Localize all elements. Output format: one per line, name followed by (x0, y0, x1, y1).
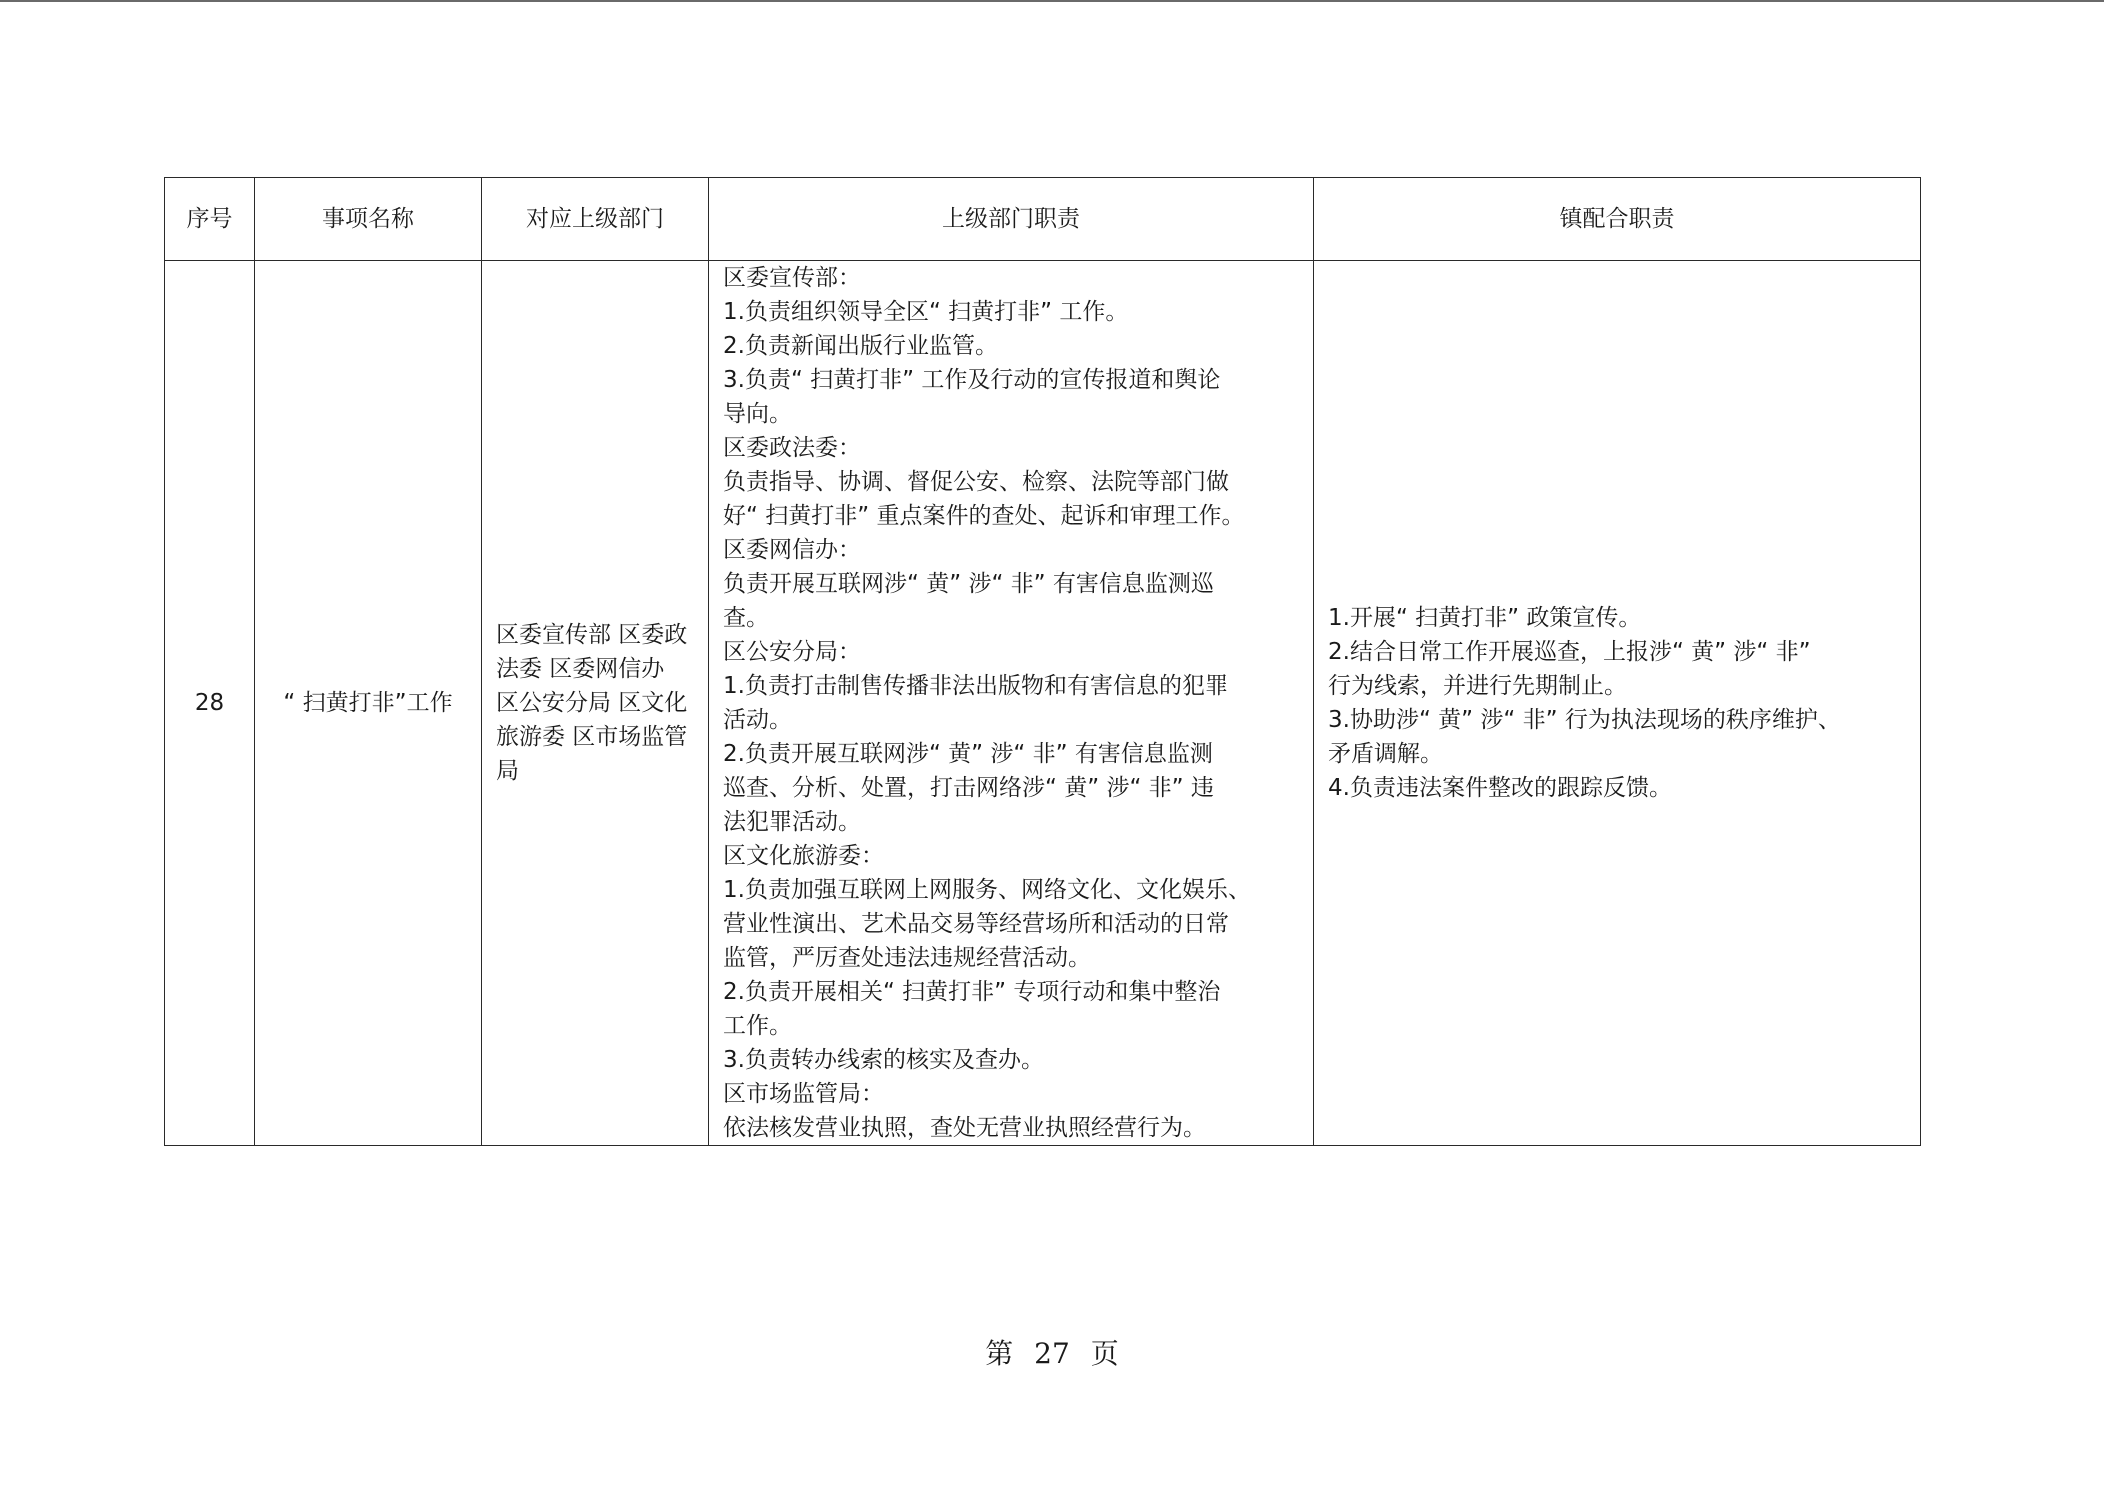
page-footer (0, 1332, 2104, 1372)
upper-duty-line: 查。 (723, 605, 769, 631)
upper-duty-line: 好“ 扫黄打非” 重点案件的查处、起诉和审理工作。 (723, 503, 1245, 529)
upper-duty-line: 负责指导、协调、督促公安、检察、法院等部门做 (723, 469, 1229, 495)
table-row (165, 261, 1921, 1146)
header-item-name: 事项名称 (255, 178, 482, 261)
upper-duty-line: 依法核发营业执照，查处无营业执照经营行为。 (723, 1115, 1206, 1141)
town-duty-line: 3.协助涉“ 黄” 涉“ 非” 行为执法现场的秩序维护、 (1328, 707, 1841, 733)
upper-duty-line: 区市场监管局： (723, 1081, 884, 1107)
town-duty-line: 矛盾调解。 (1328, 741, 1443, 767)
upper-duty-line: 导向。 (723, 401, 792, 427)
upper-duty-line: 区委政法委： (723, 435, 861, 461)
upper-duty-line: 1.负责加强互联网上网服务、网络文化、文化娱乐、 (723, 877, 1251, 903)
upper-departments (482, 261, 709, 1146)
town-duty-line: 行为线索，并进行先期制止。 (1328, 673, 1627, 699)
upper-duty-line: 活动。 (723, 707, 792, 733)
upper-duties (709, 261, 1314, 1146)
upper-duty-line: 监管，严厉查处违法违规经营活动。 (723, 945, 1091, 971)
upper-duty-line: 区委宣传部： (723, 265, 861, 291)
page-footer-prefix: 第 (985, 1337, 1014, 1370)
town-duties (1314, 261, 1921, 1146)
town-duty-line: 2.结合日常工作开展巡查，上报涉“ 黄” 涉“ 非” (1328, 639, 1811, 665)
upper-duty-line: 2.负责开展互联网涉“ 黄” 涉“ 非” 有害信息监测 (723, 741, 1213, 767)
table-header-row (165, 178, 1921, 261)
upper-duty-line: 3.负责转办线索的核实及查办。 (723, 1047, 1044, 1073)
upper-duty-line: 区文化旅游委： (723, 843, 884, 869)
upper-duty-line: 负责开展互联网涉“ 黄” 涉“ 非” 有害信息监测巡 (723, 571, 1214, 597)
upper-duty-line: 1.负责打击制售传播非法出版物和有害信息的犯罪 (723, 673, 1228, 699)
page-number: 27 (1034, 1337, 1070, 1370)
header-town-duties: 镇配合职责 (1314, 178, 1921, 261)
upper-duty-line: 2.负责开展相关“ 扫黄打非” 专项行动和集中整治 (723, 979, 1221, 1005)
item-name: “ 扫黄打非”工作 (255, 261, 482, 1146)
town-duty-line: 4.负责违法案件整改的跟踪反馈。 (1328, 775, 1672, 801)
upper-duty-line: 工作。 (723, 1013, 792, 1039)
upper-duty-line: 3.负责“ 扫黄打非” 工作及行动的宣传报道和舆论 (723, 367, 1221, 393)
header-upper-duties: 上级部门职责 (709, 178, 1314, 261)
upper-duty-line: 营业性演出、艺术品交易等经营场所和活动的日常 (723, 911, 1229, 937)
upper-duty-line: 法犯罪活动。 (723, 809, 861, 835)
town-duty-line: 1.开展“ 扫黄打非” 政策宣传。 (1328, 605, 1642, 631)
header-no: 序号 (165, 178, 255, 261)
upper-duty-line: 区委网信办： (723, 537, 861, 563)
upper-duty-line: 区公安分局： (723, 639, 861, 665)
page-footer-suffix: 页 (1090, 1337, 1119, 1370)
upper-duty-line: 1.负责组织领导全区“ 扫黄打非” 工作。 (723, 299, 1129, 325)
responsibility-table (164, 177, 1921, 1146)
top-border-line (0, 0, 2104, 2)
upper-duty-line: 巡查、分析、处置，打击网络涉“ 黄” 涉“ 非” 违 (723, 775, 1214, 801)
upper-departments-text: 区委宣传部 区委政法委 区委网信办 区公安分局 区文化旅游委 区市场监管局 (496, 622, 688, 784)
upper-duty-line: 2.负责新闻出版行业监管。 (723, 333, 998, 359)
header-upper-department: 对应上级部门 (482, 178, 709, 261)
row-number: 28 (165, 261, 255, 1146)
